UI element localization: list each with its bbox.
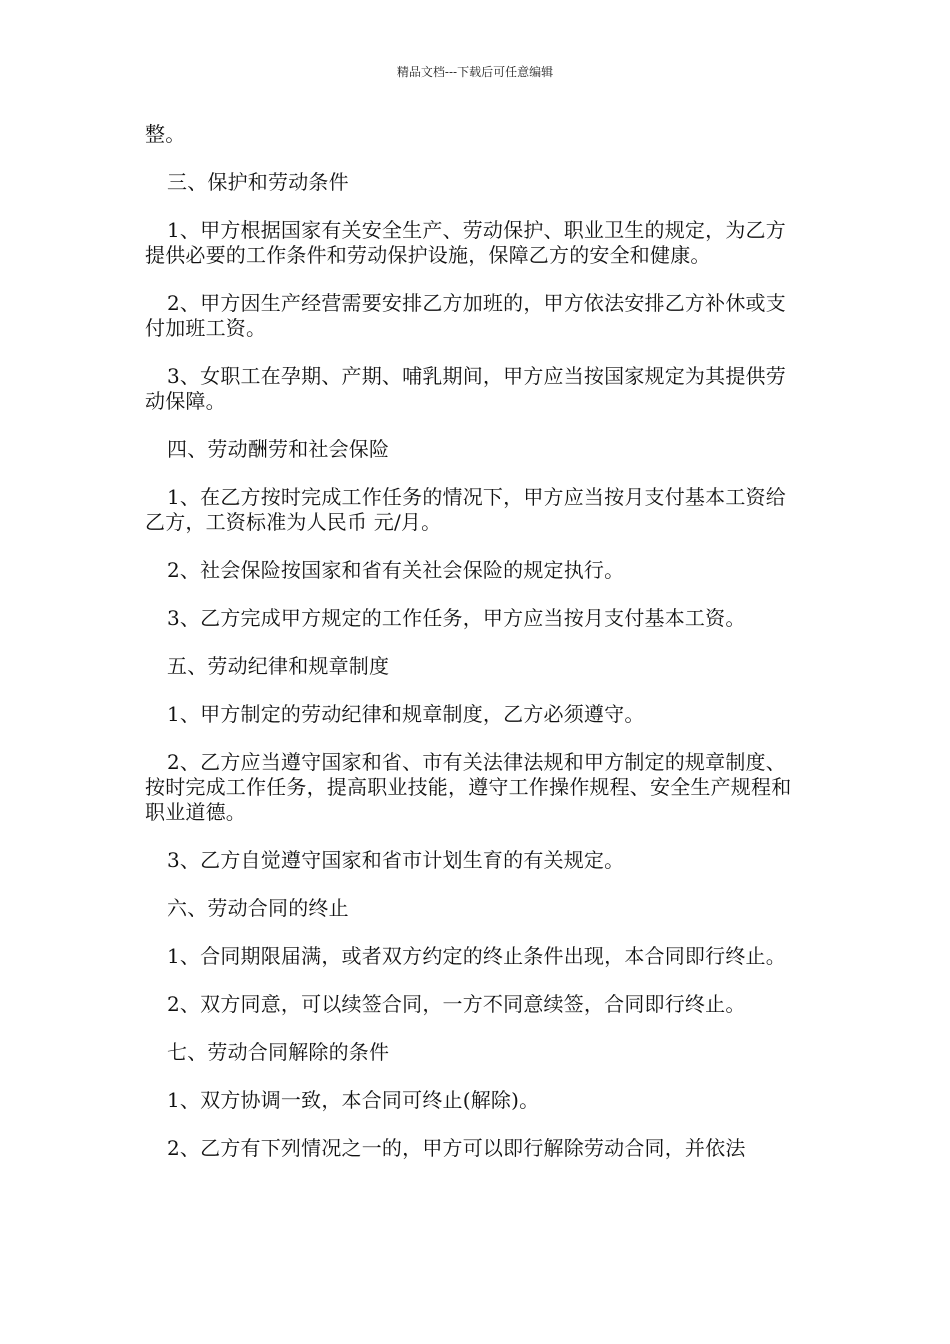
document-body [145, 122, 805, 1184]
paragraph-continuation: 整。 [145, 122, 186, 146]
section-heading-6: 六、劳动合同的终止 [167, 896, 349, 920]
section-heading-7: 七、劳动合同解除的条件 [167, 1040, 390, 1064]
clause-5-1: 1、甲方制定的劳动纪律和规章制度，乙方必须遵守。 [167, 702, 645, 726]
clause-5-3: 3、乙方自觉遵守国家和省市计划生育的有关规定。 [167, 848, 625, 872]
section-heading-3: 三、保护和劳动条件 [167, 170, 349, 194]
clause-3-1: 1、甲方根据国家有关安全生产、劳动保护、职业卫生的规定，为乙方提供必要的工作条件和劳动保护设施，保障乙方的安全和健康。 [145, 218, 786, 267]
section-heading-4: 四、劳动酬劳和社会保险 [167, 437, 390, 461]
clause-7-1: 1、双方协调一致，本合同可终止(解除)。 [167, 1088, 540, 1112]
clause-7-2: 2、乙方有下列情况之一的，甲方可以即行解除劳动合同，并依法 [167, 1136, 746, 1160]
clause-4-3: 3、乙方完成甲方规定的工作任务，甲方应当按月支付基本工资。 [167, 606, 746, 630]
clause-6-1: 1、合同期限届满，或者双方约定的终止条件出现，本合同即行终止。 [167, 944, 786, 968]
clause-3-3: 3、女职工在孕期、产期、哺乳期间，甲方应当按国家规定为其提供劳动保障。 [145, 364, 786, 413]
page-header: 精品文档---下载后可任意编辑 [396, 65, 554, 79]
clause-3-2: 2、甲方因生产经营需要安排乙方加班的，甲方依法安排乙方补休或支付加班工资。 [145, 291, 786, 340]
clause-4-1: 1、在乙方按时完成工作任务的情况下，甲方应当按月支付基本工资给乙方，工资标准为人民币 元/月。 [145, 485, 786, 534]
section-heading-5: 五、劳动纪律和规章制度 [167, 654, 390, 678]
clause-6-2: 2、双方同意，可以续签合同，一方不同意续签，合同即行终止。 [167, 992, 746, 1016]
clause-5-2: 2、乙方应当遵守国家和省、市有关法律法规和甲方制定的规章制度、按时完成工作任务，提高职业技能，遵守工作操作规程、安全生产规程和职业道德。 [145, 750, 792, 824]
clause-4-2: 2、社会保险按国家和省有关社会保险的规定执行。 [167, 558, 625, 582]
